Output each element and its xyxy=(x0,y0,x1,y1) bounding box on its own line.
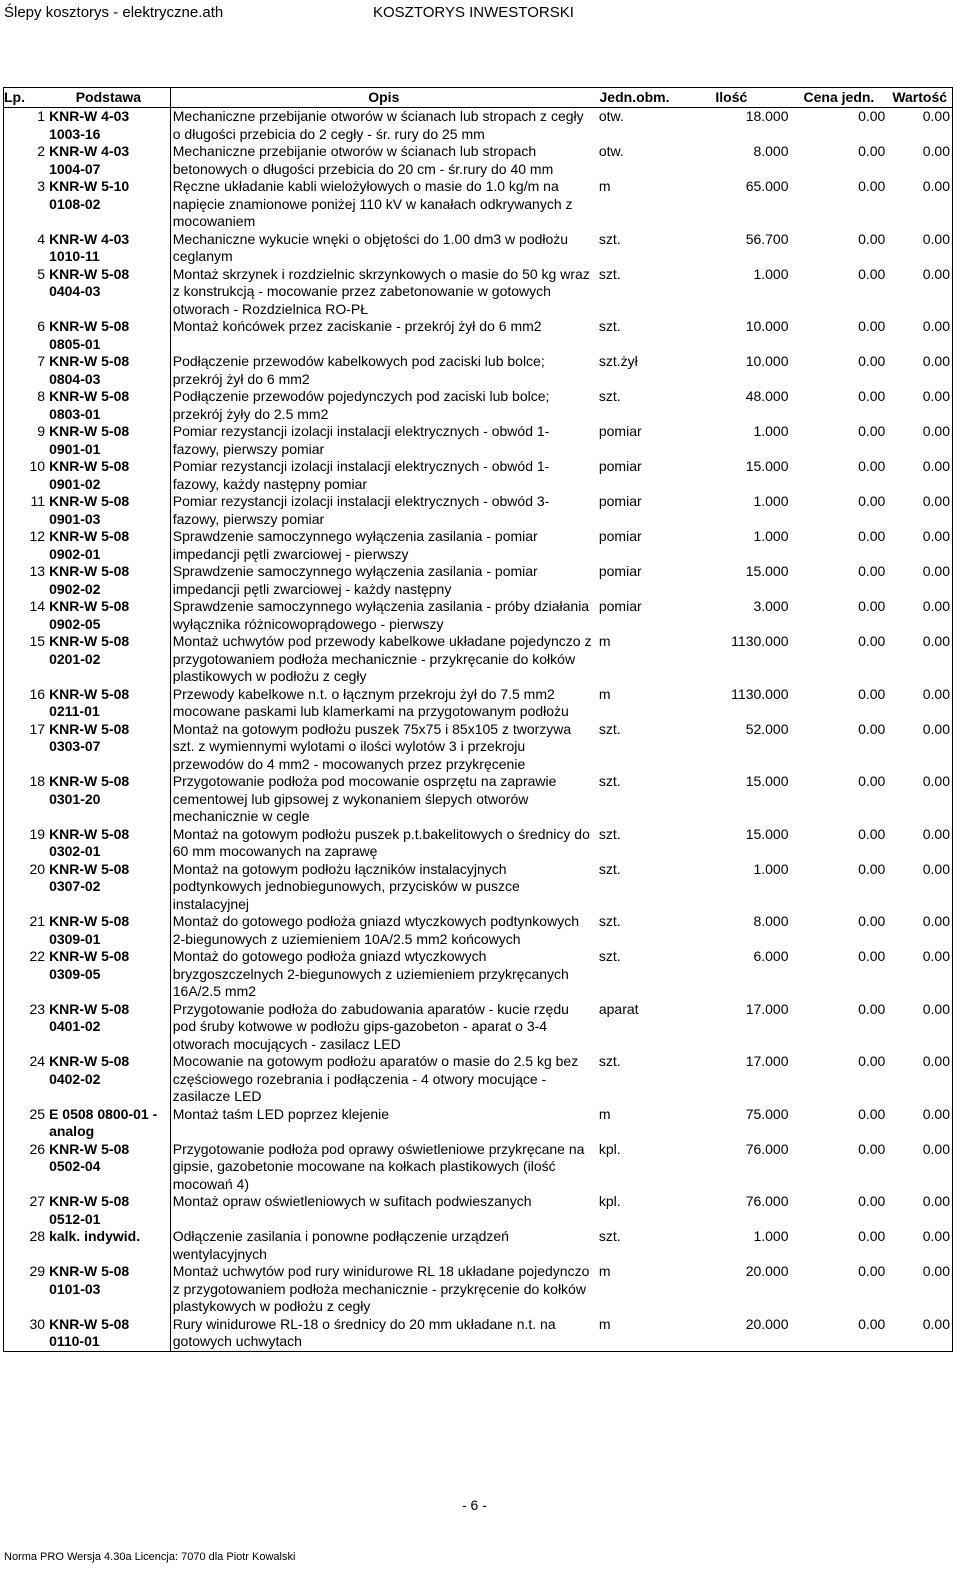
table-row xyxy=(4,861,953,914)
row-value: 0.00 xyxy=(887,353,952,388)
row-number: 13 xyxy=(4,563,48,598)
row-quantity: 6.000 xyxy=(753,948,789,964)
row-basis: kalk. indywid. xyxy=(49,1228,141,1244)
row-basis: KNR-W 4-03 1010-11 xyxy=(49,230,130,264)
row-basis: KNR-W 5-08 0902-05 xyxy=(49,598,130,632)
row-quantity: 1.000 xyxy=(753,1228,789,1244)
row-quantity: 17.000 xyxy=(745,1053,789,1069)
row-unit-price: 0.00 xyxy=(791,1316,888,1352)
row-quantity: 20.000 xyxy=(745,1263,789,1279)
row-unit: m xyxy=(597,1316,672,1352)
row-value: 0.00 xyxy=(887,1001,952,1054)
row-number: 29 xyxy=(4,1263,48,1316)
row-description: Rury winidurowe RL-18 o średnicy do 20 mm układane n.t. na gotowych uchwytach xyxy=(170,1316,597,1352)
table-row xyxy=(4,1141,953,1194)
row-unit: szt. xyxy=(598,265,621,282)
row-quantity: 20.000 xyxy=(672,1316,790,1352)
row-number: 14 xyxy=(4,598,48,633)
row-unit: pomiar xyxy=(598,563,642,579)
row-quantity: 76.000 xyxy=(745,1193,789,1209)
row-unit: szt. xyxy=(598,388,621,404)
table-row xyxy=(4,1193,953,1228)
table-row xyxy=(4,1228,953,1263)
row-number: 22 xyxy=(4,948,48,1001)
row-value: 0.00 xyxy=(887,1263,952,1316)
row-description: Pomiar rezystancji izolacji instalacji elektrycznych - obwód 1-fazowy, każdy następny pomiar xyxy=(170,458,597,493)
row-quantity: 52.000 xyxy=(745,720,789,737)
row-unit-price: 0.00 xyxy=(858,1053,886,1069)
row-number: 2 xyxy=(4,143,48,178)
table-row xyxy=(4,913,953,948)
row-number: 20 xyxy=(4,861,48,914)
row-quantity: 1130.000 xyxy=(731,633,789,649)
row-unit: szt. xyxy=(598,1053,621,1069)
row-quantity: 65.000 xyxy=(745,178,789,194)
row-value: 0.00 xyxy=(887,1316,952,1352)
row-description: Przygotowanie podłoża pod mocowanie osprzętu na zaprawie cementowej lub gipsowej z wykonaniem ślepych otworów mechanicznie w cegle xyxy=(170,773,597,826)
row-quantity: 1.000 xyxy=(753,493,789,509)
row-unit-price: 0.00 xyxy=(858,1263,886,1279)
row-basis: KNR-W 5-08 0901-01 xyxy=(49,423,130,457)
column-header-podstawa: Podstawa xyxy=(47,88,170,108)
row-description: Sprawdzenie samoczynnego wyłączenia zasilania - pomiar impedancji pętli zwarciowej - każdy następny xyxy=(170,563,597,598)
row-basis: KNR-W 5-08 0803-01 xyxy=(49,388,130,422)
row-value: 0.00 xyxy=(887,108,952,144)
row-value: 0.00 xyxy=(887,423,952,458)
row-number: 21 xyxy=(4,913,48,948)
row-description: Przewody kabelkowe n.t. o łącznym przekroju żył do 7.5 mm2 mocowane paskami lub klamerkami na przygotowanym podłożu xyxy=(170,686,597,721)
row-number: 19 xyxy=(4,826,48,861)
row-unit: szt. xyxy=(598,720,621,737)
row-unit-price: 0.00 xyxy=(858,948,886,964)
row-description: Montaż do gotowego podłoża gniazd wtyczkowych podtynkowych 2-biegunowych z uziemieniem 10A/2.5 mm2 końcowych xyxy=(170,913,597,948)
row-basis: KNR-W 5-08 0101-03 xyxy=(49,1263,130,1297)
row-number: 12 xyxy=(4,528,48,563)
row-unit-price: 0.00 xyxy=(858,143,886,159)
row-unit: otw. xyxy=(598,143,624,159)
row-value: 0.00 xyxy=(887,528,952,563)
row-value: 0.00 xyxy=(887,231,952,266)
row-description: Montaż uchwytów pod rury winidurowe RL 18 układane pojedynczo z przygotowaniem podłoża mechanicznie - przykręcenie do kołków plastykowych w podłożu z cegły xyxy=(170,1263,597,1316)
row-unit-price: 0.00 xyxy=(858,388,886,404)
row-quantity: 17.000 xyxy=(745,1000,789,1017)
row-unit: pomiar xyxy=(598,598,642,614)
row-description: Montaż do gotowego podłoża gniazd wtyczkowych bryzgoszczelnych 2-biegunowych z uziemieniem przykręcanych 16A/2.5 mm2 xyxy=(170,948,597,1001)
row-unit: szt. xyxy=(598,948,621,964)
row-description: Mechaniczne przebijanie otworów w ścianach lub stropach z cegły o długości przebicia do 2 cegły - śr. rury do 25 mm xyxy=(170,108,597,144)
row-basis: KNR-W 5-08 0902-02 xyxy=(49,563,130,597)
row-unit: szt. xyxy=(598,825,621,842)
row-unit: m xyxy=(598,178,611,194)
row-description: Mocowanie na gotowym podłożu aparatów o masie do 2.5 kg bez częściowego rozebrania i podłączenia - 4 otwory mocujące - zasilacze LED xyxy=(170,1053,597,1106)
row-value: 0.00 xyxy=(887,633,952,686)
row-basis: KNR-W 5-08 0402-02 xyxy=(49,1053,130,1087)
row-unit-price: 0.00 xyxy=(858,720,886,737)
row-description: Odłączenie zasilania i ponowne podłączenie urządzeń wentylacyjnych xyxy=(170,1228,597,1263)
row-number: 7 xyxy=(4,353,48,388)
row-number: 11 xyxy=(4,493,48,528)
row-description: Ręczne układanie kabli wielożyłowych o masie do 1.0 kg/m na napięcie znamionowe poniżej 110 kV w kanałach odkrywanych z mocowaniem xyxy=(170,178,597,231)
row-value: 0.00 xyxy=(887,1053,952,1106)
row-basis: KNR-W 5-08 0902-01 xyxy=(49,528,130,562)
row-quantity: 1130.000 xyxy=(731,685,789,702)
row-basis: KNR-W 5-08 0303-07 xyxy=(49,720,130,754)
table-row xyxy=(4,231,953,266)
row-unit-price: 0.00 xyxy=(858,563,886,579)
row-quantity: 1.000 xyxy=(753,860,789,877)
row-value: 0.00 xyxy=(887,773,952,826)
row-value: 0.00 xyxy=(887,178,952,231)
row-description: Montaż uchwytów pod przewody kabelkowe układane pojedynczo z przygotowaniem podłoża mechanicznie - przykręcanie do kołków plastikowych w podłożu z cegły xyxy=(170,633,597,686)
row-value: 0.00 xyxy=(887,1193,952,1228)
row-quantity: 8.000 xyxy=(753,913,789,929)
row-quantity: 18.000 xyxy=(745,108,789,124)
row-value: 0.00 xyxy=(887,598,952,633)
row-value: 0.00 xyxy=(887,388,952,423)
row-unit-price: 0.00 xyxy=(858,178,886,194)
row-basis: KNR-W 5-08 0309-05 xyxy=(49,948,130,982)
table-row xyxy=(4,1263,953,1316)
table-row xyxy=(4,388,953,423)
row-unit: otw. xyxy=(598,108,624,124)
row-description: Podłączenie przewodów pojedynczych pod zaciski lub bolce; przekrój żyły do 2.5 mm2 xyxy=(170,388,597,423)
row-basis: KNR-W 5-08 0901-02 xyxy=(49,458,130,492)
row-unit: pomiar xyxy=(598,458,642,474)
row-quantity: 10.000 xyxy=(745,353,789,369)
row-basis: KNR-W 4-03 1004-07 xyxy=(49,143,130,177)
row-number: 25 xyxy=(4,1106,48,1141)
document-title: KOSZTORYS INWESTORSKI xyxy=(373,4,574,21)
row-unit-price: 0.00 xyxy=(858,1140,886,1157)
table-row xyxy=(4,826,953,861)
row-unit: szt. xyxy=(598,913,621,929)
row-unit-price: 0.00 xyxy=(858,1228,886,1244)
row-number: 28 xyxy=(4,1228,48,1263)
row-number: 18 xyxy=(4,773,48,826)
row-unit-price: 0.00 xyxy=(858,353,886,369)
row-number: 10 xyxy=(4,458,48,493)
row-value: 0.00 xyxy=(887,913,952,948)
row-unit: pomiar xyxy=(598,423,642,439)
row-basis: KNR-W 5-08 0302-01 xyxy=(49,825,130,859)
row-value: 0.00 xyxy=(887,1141,952,1194)
row-value: 0.00 xyxy=(887,143,952,178)
row-value: 0.00 xyxy=(887,318,952,353)
row-unit: m xyxy=(598,1263,611,1279)
row-unit-price: 0.00 xyxy=(858,108,886,124)
row-unit: szt.żył xyxy=(598,353,638,369)
row-unit-price: 0.00 xyxy=(858,265,886,282)
table-row xyxy=(4,353,953,388)
column-header-wartosc: Wartość xyxy=(887,88,952,108)
row-unit: szt. xyxy=(598,318,621,334)
table-row xyxy=(4,598,953,633)
row-unit-price: 0.00 xyxy=(858,598,886,614)
row-quantity: 76.000 xyxy=(745,1140,789,1157)
row-description: Przygotowanie podłoża pod oprawy oświetleniowe przykręcane na gipsie, gazobetonie mocowane na kołkach plastikowych (ilość mocowań 4) xyxy=(170,1141,597,1194)
row-value: 0.00 xyxy=(887,1106,952,1141)
row-unit: m xyxy=(598,1105,611,1122)
table-body xyxy=(4,108,953,1352)
table-row xyxy=(4,721,953,774)
row-description: Montaż skrzynek i rozdzielnic skrzynkowych o masie do 50 kg wraz z konstrukcją - mocowanie przez zabetonowanie w gotowych otworach - Rozdzielnica RO-PŁ xyxy=(170,266,597,319)
row-number: 1 xyxy=(4,108,48,144)
column-header-lp: Lp. xyxy=(4,88,48,108)
row-unit: pomiar xyxy=(598,493,642,509)
table-row xyxy=(4,108,953,144)
row-unit-price: 0.00 xyxy=(858,528,886,544)
row-quantity: 8.000 xyxy=(753,143,789,159)
row-quantity: 1.000 xyxy=(753,528,789,544)
row-description: Montaż końcówek przez zaciskanie - przekrój żył do 6 mm2 xyxy=(170,318,597,353)
row-unit-price: 0.00 xyxy=(858,860,886,877)
row-value: 0.00 xyxy=(887,826,952,861)
row-description: Przygotowanie podłoża do zabudowania aparatów - kucie rzędu pod śruby kotwowe w podłożu gips-gazobeton - aparat o 3-4 otworach mocujących - zasilacz LED xyxy=(170,1001,597,1054)
row-value: 0.00 xyxy=(887,1228,952,1263)
table-row xyxy=(4,458,953,493)
row-description: Sprawdzenie samoczynnego wyłączenia zasilania - próby działania wyłącznika różnicowoprądowego - pierwszy xyxy=(170,598,597,633)
row-unit: kpl. xyxy=(598,1193,621,1209)
table-row xyxy=(4,563,953,598)
row-basis: E 0508 0800-01 - analog xyxy=(49,1105,158,1139)
row-description: Sprawdzenie samoczynnego wyłączenia zasilania - pomiar impedancji pętli zwarciowej - pierwszy xyxy=(170,528,597,563)
row-quantity: 15.000 xyxy=(745,825,789,842)
row-unit-price: 0.00 xyxy=(858,773,886,789)
row-basis: KNR-W 5-10 0108-02 xyxy=(49,178,130,212)
row-basis: KNR-W 5-08 0301-20 xyxy=(49,773,130,807)
row-unit-price: 0.00 xyxy=(858,1193,886,1209)
row-unit-price: 0.00 xyxy=(858,1000,886,1017)
row-basis: KNR-W 5-08 0110-01 xyxy=(47,1316,170,1352)
row-description: Pomiar rezystancji izolacji instalacji elektrycznych - obwód 3-fazowy, pierwszy pomiar xyxy=(170,493,597,528)
row-unit: m xyxy=(598,685,611,702)
table-row xyxy=(4,493,953,528)
row-number: 15 xyxy=(4,633,48,686)
row-quantity: 56.700 xyxy=(745,230,789,247)
row-quantity: 10.000 xyxy=(745,318,789,334)
row-unit-price: 0.00 xyxy=(858,318,886,334)
row-number: 24 xyxy=(4,1053,48,1106)
row-basis: KNR-W 5-08 0404-03 xyxy=(49,265,130,299)
row-unit-price: 0.00 xyxy=(858,633,886,649)
row-value: 0.00 xyxy=(887,493,952,528)
row-number: 23 xyxy=(4,1001,48,1054)
row-basis: KNR-W 5-08 0512-01 xyxy=(49,1193,130,1227)
row-unit: szt. xyxy=(598,860,621,877)
row-unit: pomiar xyxy=(598,528,642,544)
table-row xyxy=(4,773,953,826)
row-basis: KNR-W 5-08 0901-03 xyxy=(49,493,130,527)
row-number: 30 xyxy=(4,1316,48,1352)
row-number: 3 xyxy=(4,178,48,231)
row-number: 6 xyxy=(4,318,48,353)
row-description: Montaż na gotowym podłożu puszek p.t.bakelitowych o średnicy do 60 mm mocowanych na zaprawę xyxy=(170,826,597,861)
row-value: 0.00 xyxy=(887,266,952,319)
row-basis: KNR-W 5-08 0502-04 xyxy=(49,1140,130,1174)
row-description: Pomiar rezystancji izolacji instalacji elektrycznych - obwód 1-fazowy, pierwszy pomiar xyxy=(170,423,597,458)
page-number: - 6 - xyxy=(462,1497,487,1513)
row-basis: KNR-W 5-08 0805-01 xyxy=(49,318,130,352)
table-row xyxy=(4,633,953,686)
row-description: Montaż na gotowym podłożu łączników instalacyjnych podtynkowych jednobiegunowych, przycisków w puszce instalacyjnej xyxy=(170,861,597,914)
row-description: Montaż na gotowym podłożu puszek 75x75 i 85x105 z tworzywa szt. z wymiennymi wylotami o ilości wylotów 3 i przekroju przewodów do 4 mm2 - mocowanych przez przykręcenie xyxy=(170,721,597,774)
row-unit-price: 0.00 xyxy=(858,493,886,509)
row-number: 26 xyxy=(4,1141,48,1194)
row-quantity: 15.000 xyxy=(745,563,789,579)
table-row xyxy=(4,1316,953,1352)
column-header-cena: Cena jedn. xyxy=(791,88,888,108)
table-row xyxy=(4,528,953,563)
row-basis: KNR-W 5-08 0307-02 xyxy=(49,860,130,894)
row-unit-price: 0.00 xyxy=(858,230,886,247)
row-description: Montaż opraw oświetleniowych w sufitach podwieszanych xyxy=(170,1193,597,1228)
table-row xyxy=(4,686,953,721)
row-unit: szt. xyxy=(598,773,621,789)
document-source-name: Ślepy kosztorys - elektryczne.ath xyxy=(4,4,224,21)
row-quantity: 3.000 xyxy=(753,598,789,614)
row-description: Podłączenie przewodów kabelkowych pod zaciski lub bolce; przekrój żył do 6 mm2 xyxy=(170,353,597,388)
row-description: Mechaniczne wykucie wnęki o objętości do 1.00 dm3 w podłożu ceglanym xyxy=(170,231,597,266)
cost-estimate-table xyxy=(3,87,953,1352)
table-row xyxy=(4,423,953,458)
column-header-opis: Opis xyxy=(170,88,597,108)
row-description: Montaż taśm LED poprzez klejenie xyxy=(170,1106,597,1141)
table-row xyxy=(4,318,953,353)
row-unit-price: 0.00 xyxy=(858,458,886,474)
row-unit: m xyxy=(598,633,611,649)
row-unit: aparat xyxy=(598,1000,639,1017)
row-value: 0.00 xyxy=(887,458,952,493)
table-row xyxy=(4,1001,953,1054)
column-header-jednostka: Jedn.obm. xyxy=(597,88,672,108)
row-unit: szt. xyxy=(598,1228,621,1244)
row-basis: KNR-W 5-08 0211-01 xyxy=(49,685,130,719)
row-basis: KNR-W 5-08 0309-01 xyxy=(49,913,130,947)
row-number: 17 xyxy=(4,721,48,774)
table-header-row xyxy=(4,88,953,108)
row-value: 0.00 xyxy=(887,563,952,598)
row-quantity: 15.000 xyxy=(745,773,789,789)
table-row xyxy=(4,266,953,319)
row-number: 16 xyxy=(4,686,48,721)
row-basis: KNR-W 5-08 0804-03 xyxy=(49,353,130,387)
row-basis: KNR-W 5-08 0201-02 xyxy=(49,633,130,667)
row-number: 5 xyxy=(4,266,48,319)
row-quantity: 1.000 xyxy=(753,265,789,282)
row-value: 0.00 xyxy=(887,948,952,1001)
row-number: 27 xyxy=(4,1193,48,1228)
table-row xyxy=(4,143,953,178)
row-value: 0.00 xyxy=(887,721,952,774)
row-quantity: 15.000 xyxy=(745,458,789,474)
column-header-ilosc: Ilość xyxy=(672,88,790,108)
row-quantity: 1.000 xyxy=(753,423,789,439)
row-number: 8 xyxy=(4,388,48,423)
table-row xyxy=(4,1053,953,1106)
row-basis: KNR-W 5-08 0401-02 xyxy=(49,1000,130,1034)
footer-license: Norma PRO Wersja 4.30a Licencja: 7070 dla Piotr Kowalski xyxy=(4,1551,296,1563)
row-unit-price: 0.00 xyxy=(858,423,886,439)
row-quantity: 75.000 xyxy=(745,1105,789,1122)
row-quantity: 48.000 xyxy=(745,388,789,404)
row-unit: szt. xyxy=(598,230,621,247)
row-number: 9 xyxy=(4,423,48,458)
table-row xyxy=(4,178,953,231)
row-unit-price: 0.00 xyxy=(858,913,886,929)
row-number: 4 xyxy=(4,231,48,266)
row-value: 0.00 xyxy=(887,686,952,721)
row-basis: KNR-W 4-03 1003-16 xyxy=(49,108,130,142)
row-unit-price: 0.00 xyxy=(858,825,886,842)
table-row xyxy=(4,948,953,1001)
table-row xyxy=(4,1106,953,1141)
row-value: 0.00 xyxy=(887,861,952,914)
row-description: Mechaniczne przebijanie otworów w ścianach lub stropach betonowych o długości przebicia do 20 cm - śr.rury do 40 mm xyxy=(170,143,597,178)
row-unit: kpl. xyxy=(598,1140,621,1157)
row-unit-price: 0.00 xyxy=(858,685,886,702)
row-unit-price: 0.00 xyxy=(858,1105,886,1122)
